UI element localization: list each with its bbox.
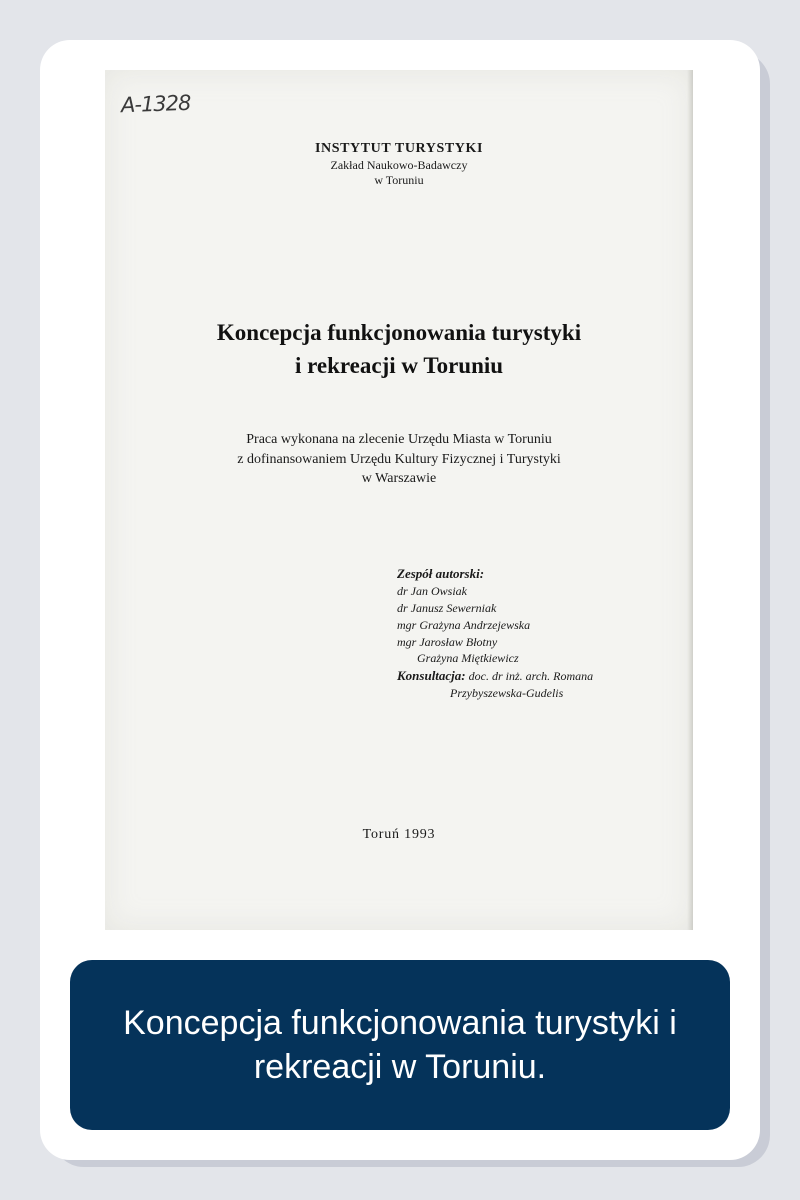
description-line: Praca wykonana na zlecenie Urzędu Miasta w Toruniu [246,432,552,447]
institute-city: w Toruniu [374,172,424,187]
authors-label: Zespół autorski: [397,566,485,581]
scan-edge [687,70,693,930]
consultation-text: doc. dr inż. arch. Romana [468,669,594,684]
handwritten-note: A-1328 [120,90,191,118]
author-name: mgr Grażyna Andrzejewska [397,617,531,632]
title-line: Koncepcja funkcjonowania turystyki [216,320,582,345]
consultation-label: Konsultacja: [397,668,466,684]
document-scan [105,70,693,930]
author-name: dr Janusz Sewerniak [397,600,497,615]
description-line: z dofinansowaniem Urzędu Kultury Fizycznej i Turystyki [237,451,561,467]
consultation-text-continued: Przybyszewska-Gudelis [450,686,564,701]
document-title [105,316,693,383]
author-name: Grażyna Miętkiewicz [417,651,519,666]
document-description [105,430,693,489]
author-name: mgr Jarosław Błotny [397,634,498,649]
institute-department: Zakład Naukowo-Badawczy [330,157,468,172]
place-year: Toruń 1993 [362,827,436,842]
title-line: i rekreacji w Toruniu [294,353,504,379]
institute-header [105,140,693,188]
description-line: w Warszawie [361,471,437,487]
caption-banner: Koncepcja funkcjonowania turystyki i rekreacji w Toruniu. [70,960,730,1130]
consultation-line [397,667,593,685]
author-name: dr Jan Owsiak [397,584,467,599]
institute-name: INSTYTUT TURYSTYKI [314,141,484,156]
authors-block [397,565,593,702]
